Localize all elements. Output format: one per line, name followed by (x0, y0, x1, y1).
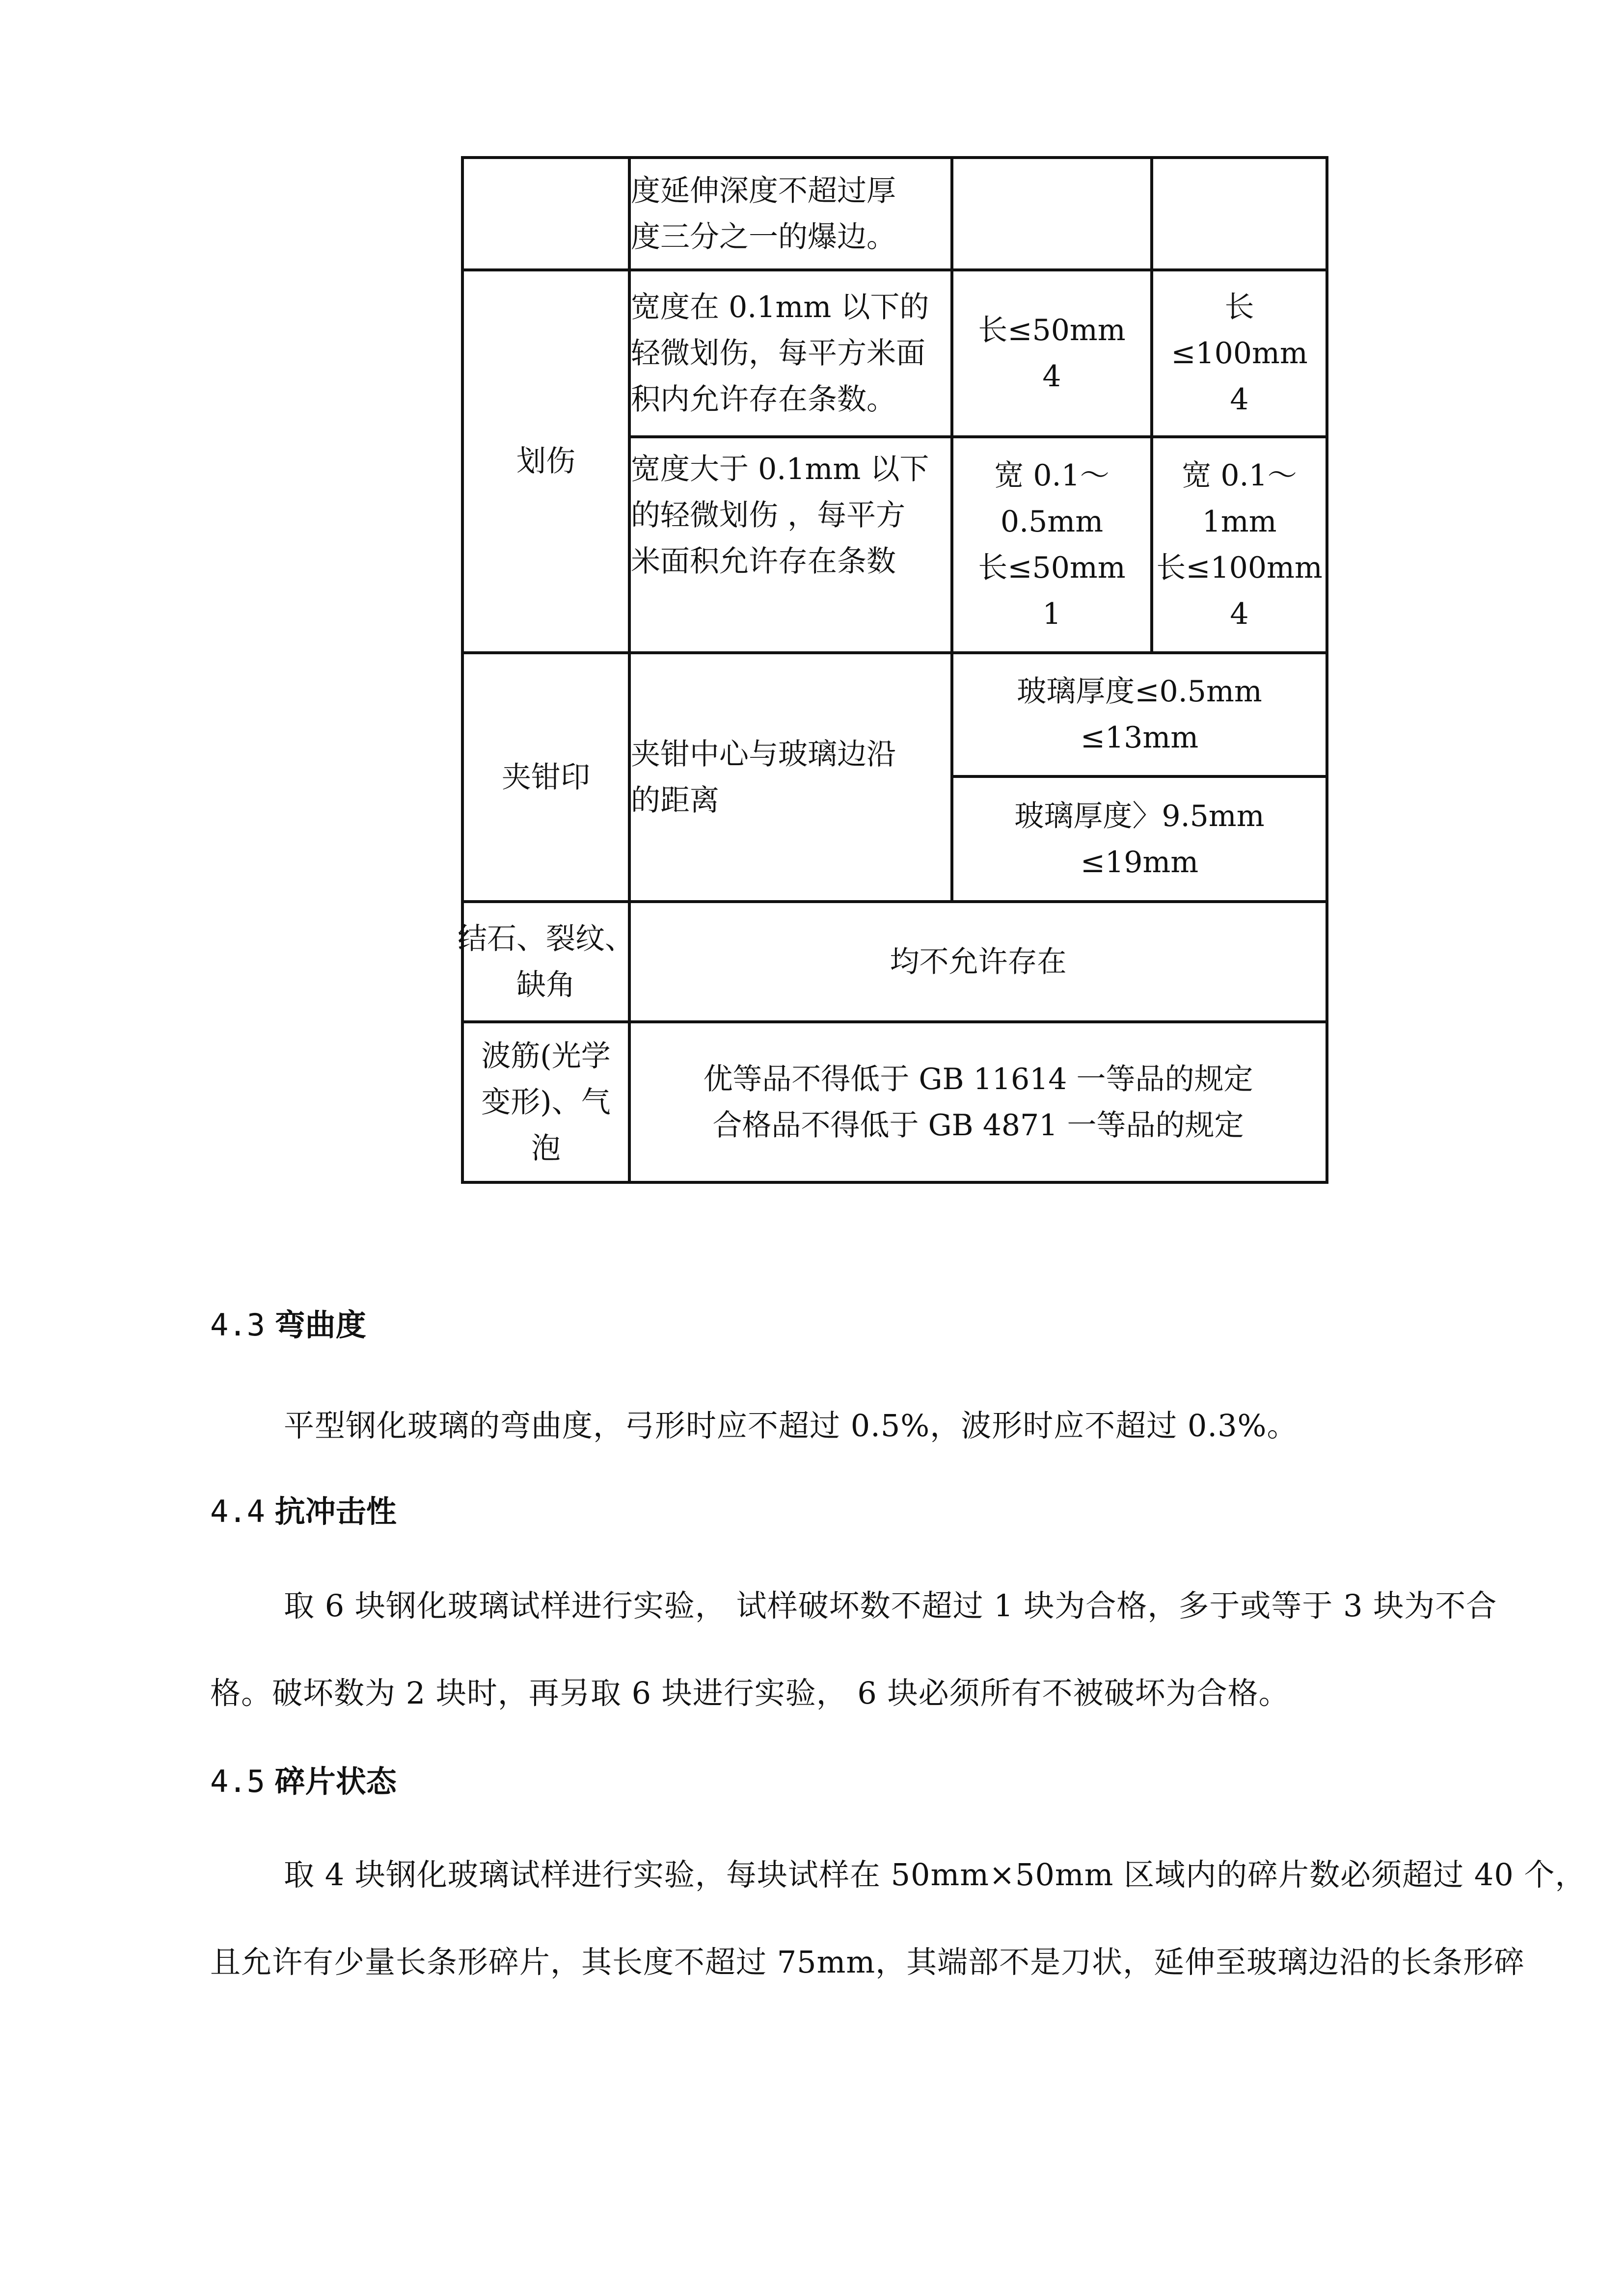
ripple-value-cell (631, 1023, 1326, 1181)
cell-text: ≤19mm (1080, 845, 1199, 880)
cell-text: 均不允许存在 (890, 944, 1067, 979)
scratch-sub1-desc-cell (631, 271, 950, 435)
stone-label-cell (458, 903, 634, 1020)
cell-text: 泡 (531, 1131, 561, 1166)
cell-text: 轻微划伤，每平方米面 (631, 336, 925, 371)
cell-text: 宽度大于 0.1mm 以下 (631, 452, 929, 486)
cell-text: 4 (1230, 597, 1249, 631)
scratch-label-cell (464, 271, 628, 651)
scratch-sub2-col3-cell (953, 438, 1150, 651)
cell-text: 度延伸深度不超过厚 (631, 173, 896, 208)
clamp-label-cell (464, 654, 628, 900)
section-heading-4-3 (210, 1301, 366, 1344)
clamp-val2-cell (953, 778, 1326, 900)
scratch-sub2-desc-cell (631, 438, 950, 651)
cell-text: 变形)、气 (481, 1085, 611, 1120)
burst-desc-cell (631, 159, 950, 268)
cell-text: 长 (1224, 290, 1254, 324)
cell-text: 1 (1042, 597, 1061, 631)
cell-text: 宽度在 0.1mm 以下的 (631, 290, 929, 324)
scratch-sub2-col4-cell (1153, 438, 1326, 651)
paragraph-line: 取 6 块钢化玻璃试样进行实验， 试样破坏数不超过 1 块为合格，多于或等于 3 块为不合 (284, 1588, 1497, 1624)
stone-value-cell (631, 903, 1326, 1020)
cell-text: 优等品不得低于 GB 11614 一等品的规定 (703, 1062, 1253, 1096)
cell-text: 结石、裂纹、 (458, 921, 634, 956)
cell-text: 合格品不得低于 GB 4871 一等品的规定 (712, 1108, 1244, 1143)
cell-text: 玻璃厚度〉9.5mm (1014, 799, 1265, 833)
cell-text: 度三分之一的爆边。 (631, 219, 896, 254)
cell-text: 米面积允许存在条数 (631, 544, 896, 579)
paragraph-line: 格。破坏数为 2 块时，再另取 6 块进行实验， 6 块必须所有不被破坏为合格。 (210, 1675, 1290, 1711)
cell-text: 长≤50mm (978, 313, 1126, 347)
section-title: 抗冲击性 (274, 1494, 397, 1529)
cell-text: 夹钳中心与玻璃边沿 (631, 737, 896, 772)
section-number: 4.5 (210, 1763, 265, 1799)
cell-text: 缺角 (516, 967, 575, 1002)
table-border-right (1326, 156, 1328, 1184)
section-heading-4-5 (210, 1757, 397, 1801)
cell-text: 长≤50mm (978, 551, 1126, 585)
cell-text: 的距离 (631, 783, 719, 818)
cell-text: 长≤100mm (1156, 551, 1323, 585)
cell-text: 宽 0.1～ (1182, 458, 1297, 493)
cell-text: 积内允许存在条数。 (631, 382, 896, 417)
cell-text: 4 (1042, 359, 1061, 394)
section-title: 碎片状态 (274, 1763, 397, 1799)
paragraph-line: 平型钢化玻璃的弯曲度，弓形时应不超过 0.5%，波形时应不超过 0.3%。 (284, 1408, 1298, 1443)
section-heading-4-4 (210, 1487, 397, 1531)
section-title: 弯曲度 (274, 1307, 366, 1343)
section-number: 4.3 (210, 1307, 265, 1343)
cell-text: ≤100mm (1171, 336, 1308, 371)
section-number: 4.4 (210, 1494, 265, 1529)
cell-text: 宽 0.1～ (994, 458, 1110, 493)
ripple-label-cell (464, 1023, 628, 1181)
scratch-sub1-col3-cell (953, 271, 1150, 435)
scratch-sub1-col4-cell (1153, 271, 1326, 435)
paragraph-line: 且允许有少量长条形碎片，其长度不超过 75mm，其端部不是刀状，延伸至玻璃边沿的长条形碎 (210, 1944, 1525, 1980)
table-border-bottom (461, 1181, 1328, 1184)
cell-text: 划伤 (516, 444, 575, 479)
cell-text: 1mm (1202, 505, 1277, 539)
clamp-desc-cell (631, 654, 950, 900)
cell-text: 玻璃厚度≤0.5mm (1017, 674, 1262, 709)
cell-text: 的轻微划伤 ，每平方 (631, 498, 906, 533)
clamp-val1-cell (953, 654, 1326, 775)
cell-text: ≤13mm (1080, 721, 1199, 755)
cell-text: 0.5mm (1000, 505, 1104, 539)
paragraph-line: 取 4 块钢化玻璃试样进行实验，每块试样在 50mm×50mm 区域内的碎片数必须超过 40 个， (284, 1857, 1586, 1893)
cell-text: 波筋(光学 (481, 1039, 611, 1073)
cell-text: 4 (1230, 382, 1249, 417)
cell-text: 夹钳印 (502, 760, 590, 795)
